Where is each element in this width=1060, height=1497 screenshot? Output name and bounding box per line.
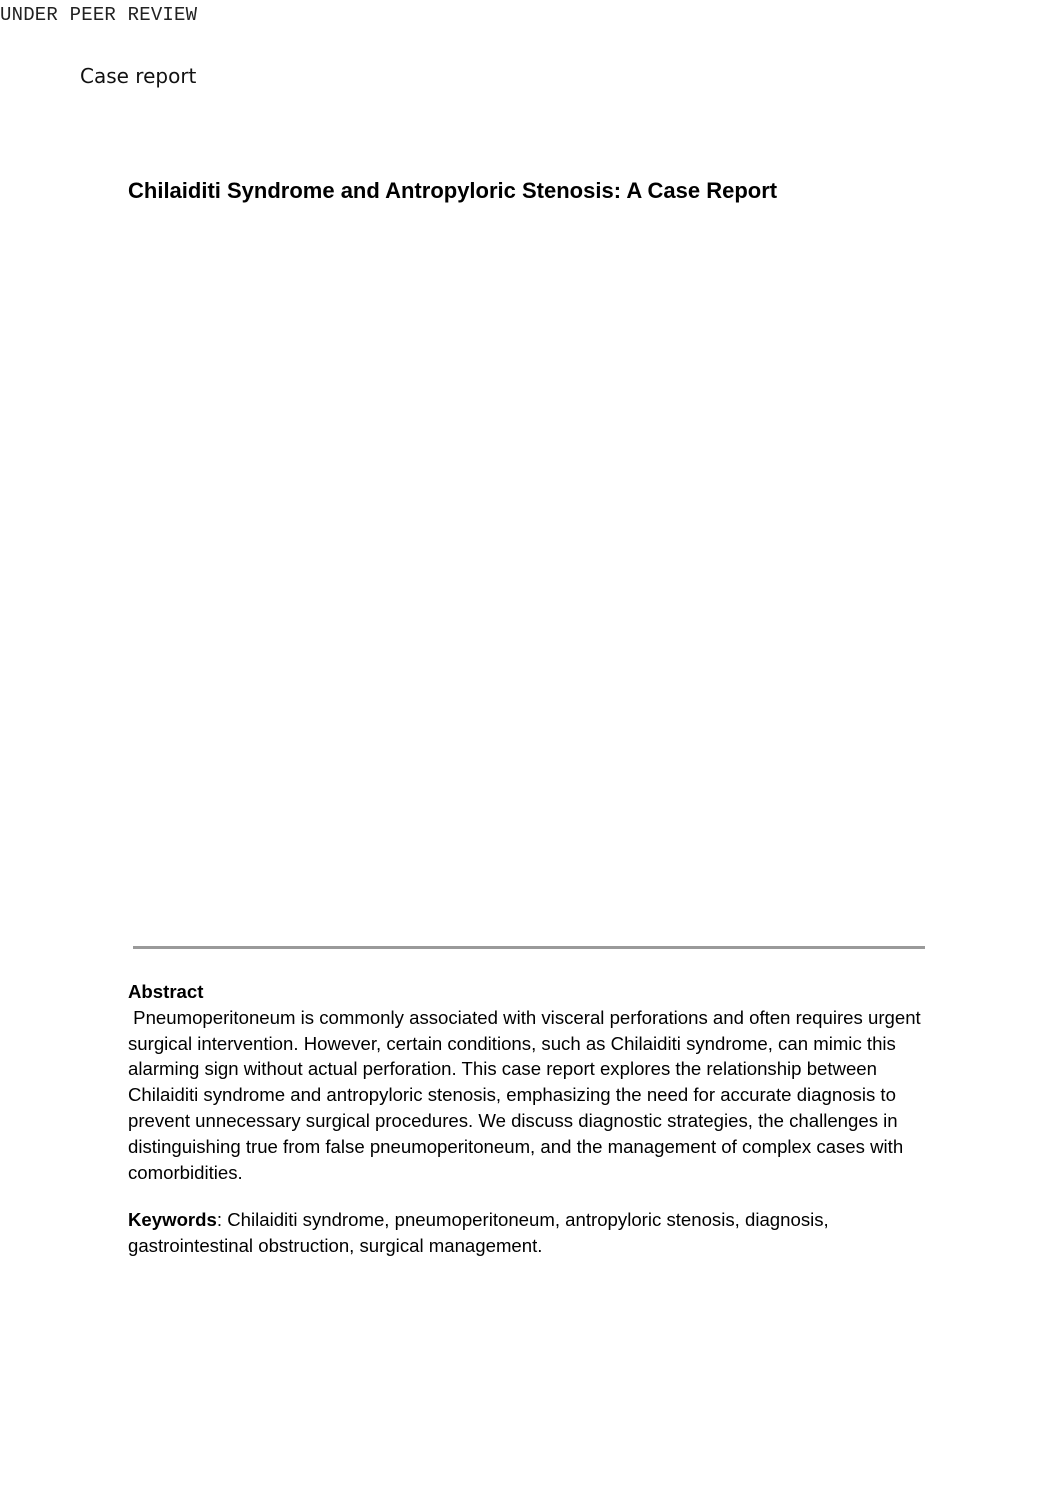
keywords-separator: : (216, 1209, 228, 1230)
paper-title: Chilaiditi Syndrome and Antropyloric Stenosis: A Case Report (128, 178, 778, 203)
peer-review-watermark: UNDER PEER REVIEW (0, 4, 198, 26)
abstract-section (128, 979, 938, 1185)
keywords-section (128, 1207, 938, 1259)
keywords-text: Chilaiditi syndrome, pneumoperitoneum, antropyloric stenosis, diagnosis, gastrointestinal obstruction, surgical management. (128, 1209, 829, 1256)
abstract-body: Pneumoperitoneum is commonly associated with visceral perforations and often requires urgent surgical intervention. However, certain conditions, such as Chilaiditi syndrome, can mimic this alarming sign without actual perforation. This case report explores the relationship between Chilaiditi syndrome and antropyloric stenosis, emphasizing the need for accurate diagnosis to prevent unnecessary surgical procedures. We discuss diagnostic strategies, the challenges in distinguishing true from false pneumoperitoneum, and the management of complex cases with comorbidities. (128, 1006, 926, 1183)
abstract-heading: Abstract (128, 981, 204, 1002)
section-divider (133, 946, 925, 949)
article-type-label: Case report (80, 64, 197, 88)
keywords-label: Keywords (128, 1209, 217, 1230)
